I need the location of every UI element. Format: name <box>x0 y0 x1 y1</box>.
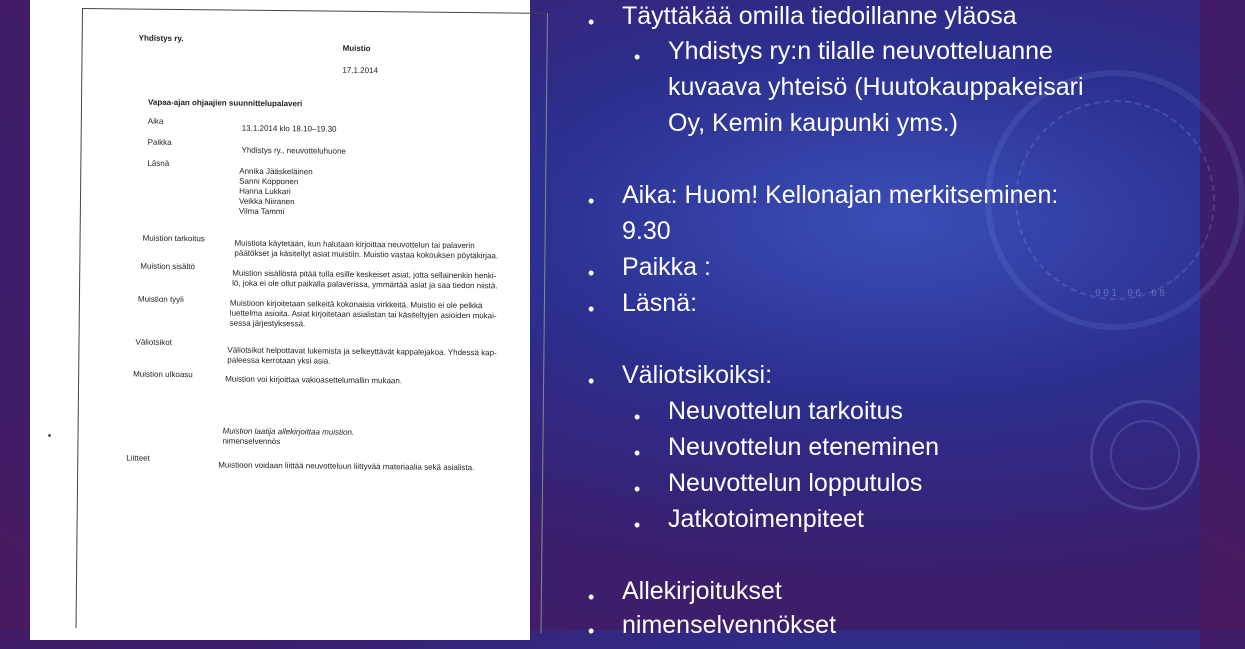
bullet-item: Läsnä: <box>622 289 698 317</box>
bullet-marker: • <box>588 621 595 641</box>
memo-section-text: luettelma asioita. Asiat kirjoitetaan asialistan tai käsiteltyjen asioiden mukai- <box>229 308 497 321</box>
memo-section-text: Muistioon kirjoitetaan selkeitä kokonaisia virkkeitä. Muistio ei ole pelkkä <box>229 298 483 311</box>
sub-bullet-item: Jatkotoimenpiteet <box>668 505 864 533</box>
bullet-marker: • <box>588 299 595 319</box>
memo-section-text: Väliotsikot helpottavat lukemista ja selkeyttävät kappalejakoa. Yhdessä kap- <box>227 345 497 358</box>
memo-section-text: sessa järjestyksessä. <box>229 318 306 329</box>
memo-signature-line: Muistion laatija allekirjoittaa muistion. <box>222 426 355 437</box>
memo-section-label: Väliotsikot <box>135 337 173 347</box>
memo-section-text: paleessa kerrotaan yksi asia. <box>227 355 331 366</box>
sub-bullet-item: Neuvottelun eteneminen <box>668 433 940 461</box>
memo-section-label: Muistion tyyli <box>137 294 184 305</box>
scan-speck <box>48 434 51 437</box>
memo-aika-label: Aika <box>147 116 164 126</box>
memo-paikka-label: Paikka <box>147 137 172 147</box>
bullet-marker: • <box>588 587 595 607</box>
decorative-ring <box>1110 420 1180 490</box>
sub-bullet-item-cont: kuvaava yhteisö (Huutokauppakeisari <box>668 73 1084 101</box>
bullet-item-cont: 9.30 <box>622 217 671 245</box>
bullet-marker: • <box>634 515 641 535</box>
bullet-marker: • <box>588 371 595 391</box>
memo-attendee: Hanna Lukkari <box>239 186 291 197</box>
memo-attachments-text: Muistioon voidaan liittää neuvotteluun liittyvää materiaalia sekä asialista. <box>218 460 475 473</box>
memo-attachments-label: Liitteet <box>126 453 150 463</box>
memo-date: 17.1.2014 <box>342 65 379 76</box>
memo-type: Muistio <box>342 43 371 54</box>
memo-section-label: Muistion sisältö <box>140 261 196 272</box>
memo-attendee: Veikka Niiranen <box>238 196 295 207</box>
bullet-item: nimenselvennökset <box>622 611 837 639</box>
memo-section-text: päätökset ja käsitellyt asiat muistiin. Muistio vastaa kokouksen pöytäkirjaa. <box>234 248 499 261</box>
sub-bullet-item-cont: Oy, Kemin kaupunki yms.) <box>668 109 958 137</box>
memo-heading: Vapaa-ajan ohjaajien suunnittelupalaveri <box>147 97 303 109</box>
bullet-item: Aika: Huom! Kellonajan merkitseminen: <box>622 181 1059 209</box>
memo-section-text: Muistiota käytetään, kun halutaan kirjoittaa neuvottelun tai palaverin <box>234 238 475 251</box>
memo-name-clarification: nimenselvennös <box>222 436 281 447</box>
bullet-marker: • <box>634 479 641 499</box>
memo-section-text: lö, joka ei ole ollut paikalla palaverissa, ymmärtää asiat ja saa tiedon niistä. <box>232 278 498 291</box>
memo-aika-value: 13.1.2014 klo 18.10–19.30 <box>241 123 337 134</box>
scanned-memo-document <box>30 0 530 640</box>
memo-attendee: Vilma Tammi <box>238 206 285 217</box>
memo-lasna-label: Läsnä <box>147 158 170 168</box>
decorative-digits: 001 06 08 <box>1095 288 1168 299</box>
memo-attendee: Sanni Kopponen <box>239 176 299 187</box>
bullet-marker: • <box>588 263 595 283</box>
bullet-item: Paikka : <box>622 253 711 281</box>
bullet-marker: • <box>634 47 641 67</box>
memo-sheet <box>76 8 548 633</box>
memo-org: Yhdistys ry. <box>138 33 184 44</box>
memo-section-label: Muistion ulkoasu <box>133 369 193 380</box>
memo-section-text: Muistion sisällöstä pitää tulla esille keskeiset asiat, jotta sellainenkin henki- <box>232 268 497 281</box>
memo-paikka-value: Yhdistys ry., neuvotteluhuone <box>241 145 346 156</box>
sub-bullet-item: Neuvottelun lopputulos <box>668 469 923 497</box>
bullet-marker: • <box>588 191 595 211</box>
bullet-marker: • <box>634 443 641 463</box>
memo-section-label: Muistion tarkoitus <box>142 233 205 244</box>
sub-bullet-item: Neuvottelun tarkoitus <box>668 397 903 425</box>
bullet-marker: • <box>634 407 641 427</box>
memo-section-text: Muistion voi kirjoittaa vakioasettelumallin mukaan. <box>225 374 403 386</box>
bullet-item: Allekirjoitukset <box>622 577 782 605</box>
sub-bullet-item: Yhdistys ry:n tilalle neuvotteluanne <box>668 37 1053 65</box>
bullet-item: Täyttäkää omilla tiedoillanne yläosa <box>622 2 1017 30</box>
bullet-marker: • <box>588 12 595 32</box>
bullet-item: Väliotsikoiksi: <box>622 361 773 389</box>
memo-attendee: Annika Jääskeläinen <box>239 166 313 177</box>
